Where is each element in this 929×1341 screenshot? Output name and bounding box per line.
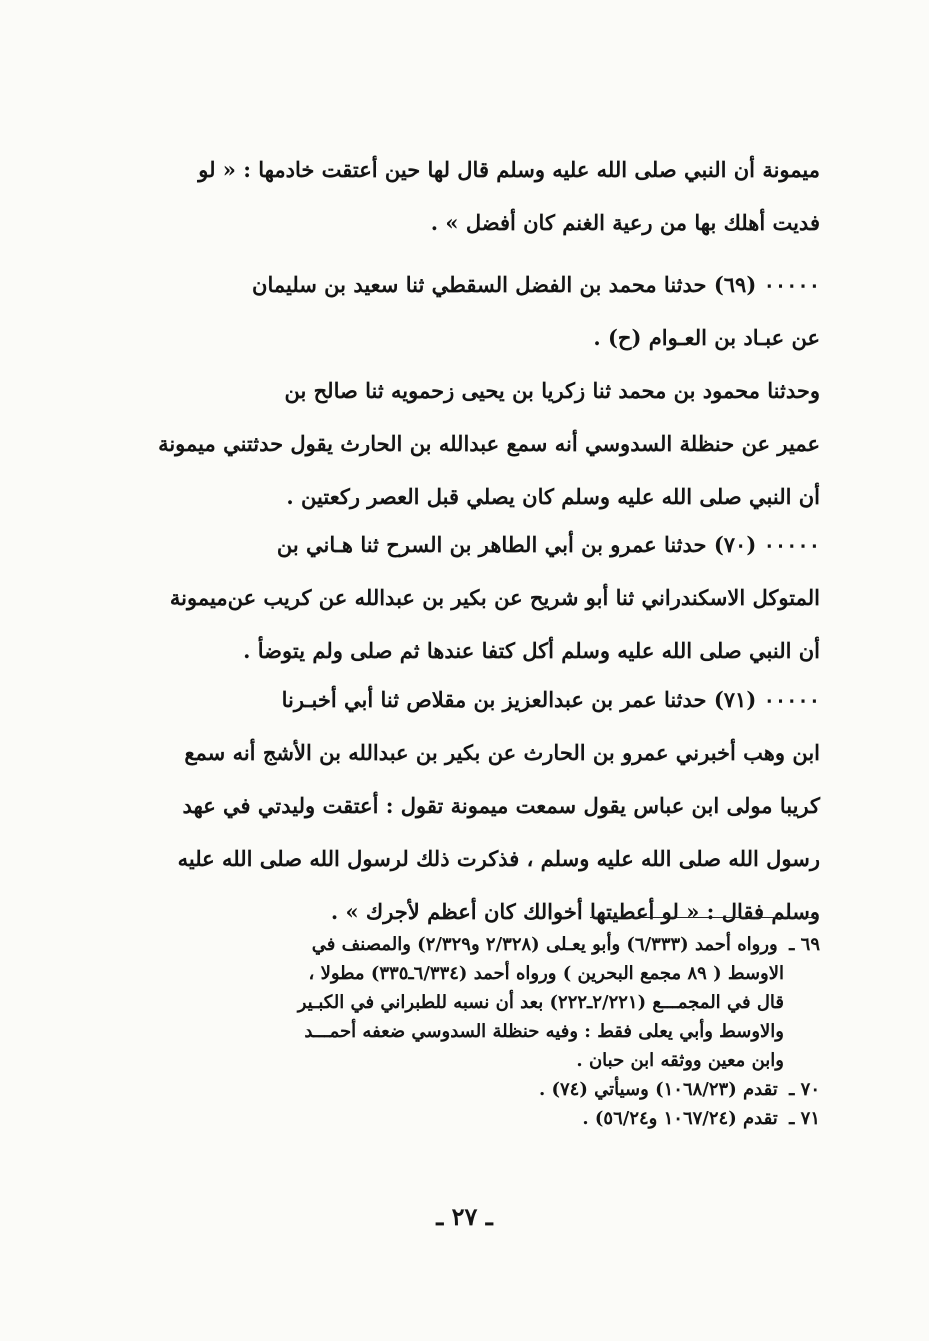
text-line: وسلم فقال : « لو أعطيتها أخوالك كان أعظم لأجرك » .	[330, 899, 820, 924]
footnote-70	[108, 1075, 820, 1104]
text-line: عن عبـاد بن العـوام (ح) .	[593, 325, 820, 350]
footnote-number: ٦٩ ـ	[789, 934, 820, 955]
text-line: وحدثنا محمود بن محمد ثنا زكريا بن يحيى زحمويه ثنا صالح بن	[284, 378, 820, 403]
footnote-69	[108, 930, 820, 959]
footnote-text: ورواه أحمد (٦/٣٣٣) وأبو يعـلى (٢/٣٢٨ و٢/٣٢٩) والمصنف في	[311, 934, 778, 955]
footnote-line: الاوسط ( ٨٩ مجمع البحرين ) ورواه أحمد (٦/٣٣٤ـ٣٣٥) مطولا ،	[308, 963, 784, 984]
text-line: ٠٠٠٠٠ (٧١) حدثنا عمر بن عبدالعزيز بن مقلاص ثنا أبي أخبـرنا	[281, 687, 820, 712]
footnote-text: تقدم (١٠٦٨/٢٣) وسيأتي (٧٤) .	[538, 1079, 778, 1100]
paragraph-hadith-69	[110, 258, 820, 523]
text-line: ٠٠٠٠٠ (٧٠) حدثنا عمرو بن أبي الطاهر بن السرح ثنا هـاني بن	[276, 532, 820, 557]
footnote-71	[108, 1104, 820, 1133]
paragraph-hadith-71	[110, 673, 820, 938]
text-line: كريبا مولى ابن عباس يقول سمعت ميمونة تقول : أعتقت وليدتي في عهد	[182, 793, 820, 818]
text-line: أن النبي صلى الله عليه وسلم كان يصلي قبل العصر ركعتين .	[286, 484, 820, 509]
page-number: ـ ٢٧ ـ	[436, 1202, 493, 1231]
footnote-line: وابن معين ووثقه ابن حبان .	[576, 1050, 784, 1071]
footnote-number: ٧٠ ـ	[789, 1079, 820, 1100]
text-line: فديت أهلك بها من رعية الغنم كان أفضل » .	[430, 210, 820, 235]
footnotes	[108, 930, 820, 1133]
text-line: ابن وهب أخبرني عمرو بن الحارث عن بكير بن عبدالله بن الأشج أنه سمع	[184, 740, 820, 765]
text-line: رسول الله صلى الله عليه وسلم ، فذكرت ذلك لرسول الله صلى الله عليه	[177, 846, 820, 871]
footnote-line: والاوسط وأبي يعلى فقط : وفيه حنظلة السدوسي ضعفه أحمـــد	[304, 1021, 784, 1042]
paragraph-1	[110, 143, 820, 249]
text-line: ميمونة أن النبي صلى الله عليه وسلم قال لها حين أعتقت خادمها : « لو	[198, 157, 820, 182]
text-line: ٠٠٠٠٠ (٦٩) حدثنا محمد بن الفضل السقطي ثنا سعيد بن سليمان	[252, 272, 820, 297]
footnote-divider	[590, 917, 818, 918]
paragraph-hadith-70	[110, 518, 820, 677]
footnote-number: ٧١ ـ	[789, 1108, 820, 1129]
text-line: أن النبي صلى الله عليه وسلم أكل كتفا عندها ثم صلى ولم يتوضأ .	[243, 638, 820, 663]
footnote-line: قال في المجمـــع (٢/٢٢١ـ٢٢٢) بعد أن نسبه للطبراني في الكبـير	[297, 992, 784, 1013]
text-line: عمير عن حنظلة السدوسي أنه سمع عبدالله بن الحارث يقول حدثتني ميمونة	[158, 431, 820, 456]
text-line: المتوكل الاسكندراني ثنا أبو شريح عن بكير بن عبدالله عن كريب عن‌ميمونة	[169, 585, 820, 610]
footnote-text: تقدم (١٠٦٧/٢٤ و٥٦/٢٤) .	[582, 1108, 778, 1129]
